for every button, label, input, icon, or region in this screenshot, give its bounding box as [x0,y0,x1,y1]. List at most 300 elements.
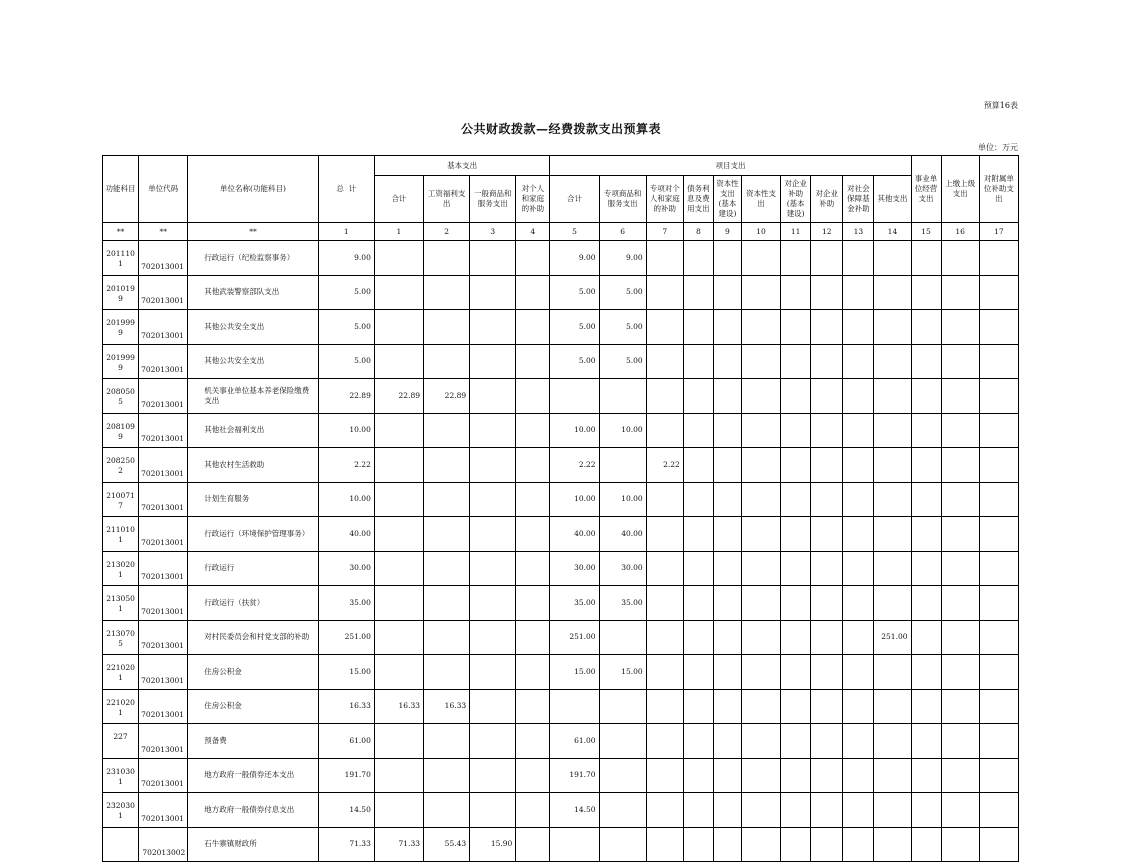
amount-cell [470,310,516,345]
amount-cell [470,517,516,552]
amount-cell [374,793,423,828]
header-index-cell: ** [188,223,318,241]
amount-cell [470,551,516,586]
header-project-sub: 资本性支出(基本建设) [713,176,741,223]
amount-cell [979,448,1018,483]
amount-cell [470,689,516,724]
unit-name-cell: 行政运行（环境保护管理事务） [188,517,318,552]
amount-cell [374,413,423,448]
amount-cell: 15.00 [550,655,599,690]
amount-cell [741,344,780,379]
amount-cell [424,517,470,552]
amount-cell [911,379,941,414]
func-subject-cell: 2082502 [103,448,139,483]
amount-cell [874,586,911,621]
header-project-sub: 对企业补助 [811,176,843,223]
amount-cell [683,482,713,517]
amount-cell [843,517,874,552]
amount-cell [941,344,979,379]
header-index-cell: 7 [646,223,683,241]
amount-cell [979,827,1018,862]
amount-cell [781,827,811,862]
table-row [103,758,1019,793]
amount-cell [713,655,741,690]
table-row [103,275,1019,310]
amount-cell: 251.00 [550,620,599,655]
amount-cell: 35.00 [318,586,374,621]
amount-cell [781,379,811,414]
amount-cell: 40.00 [318,517,374,552]
amount-cell [516,379,550,414]
unit-code-cell: 702013001 [139,344,188,379]
amount-cell [683,620,713,655]
amount-cell [911,620,941,655]
amount-cell [713,586,741,621]
amount-cell [911,413,941,448]
amount-cell: 2.22 [550,448,599,483]
unit-name-cell: 石牛寨镇财政所 [188,827,318,862]
amount-cell [874,793,911,828]
amount-cell [781,758,811,793]
unit-code-cell: 702013001 [139,413,188,448]
amount-cell [470,586,516,621]
amount-cell [713,689,741,724]
amount-cell [741,517,780,552]
header-index-cell: 13 [843,223,874,241]
amount-cell: 10.00 [599,482,646,517]
header-basic: 基本支出 [374,156,550,176]
table-row [103,413,1019,448]
header-basic-sub: 合计 [374,176,423,223]
header-basic-sub: 一般商品和服务支出 [470,176,516,223]
amount-cell [741,413,780,448]
amount-cell [781,724,811,759]
amount-cell: 2.22 [318,448,374,483]
amount-cell: 191.70 [318,758,374,793]
func-subject-cell: 2019999 [103,344,139,379]
amount-cell [646,758,683,793]
header-subordinate: 对附属单位补助支出 [979,156,1018,223]
amount-cell [424,758,470,793]
unit-code-cell: 702013001 [139,620,188,655]
amount-cell: 5.00 [599,344,646,379]
header-basic-sub: 工资福利支出 [424,176,470,223]
header-index-cell: 16 [941,223,979,241]
amount-cell [811,413,843,448]
unit-label: 单位：万元 [978,143,1018,152]
amount-cell [874,448,911,483]
amount-cell [979,620,1018,655]
amount-cell [979,379,1018,414]
header-index-cell: ** [139,223,188,241]
amount-cell: 191.70 [550,758,599,793]
func-subject-cell: 2320301 [103,793,139,828]
unit-name-cell: 住房公积金 [188,655,318,690]
unit-code-cell: 702013002 [139,827,188,862]
func-subject-cell: 2310301 [103,758,139,793]
amount-cell [424,586,470,621]
header-index-cell: 9 [713,223,741,241]
amount-cell [979,586,1018,621]
amount-cell [741,310,780,345]
amount-cell [683,586,713,621]
amount-cell [874,689,911,724]
amount-cell [516,517,550,552]
amount-cell: 15.90 [470,827,516,862]
unit-code-cell: 702013001 [139,724,188,759]
table-row [103,241,1019,276]
amount-cell [516,241,550,276]
amount-cell [941,241,979,276]
amount-cell [683,551,713,586]
header-index-cell: 15 [911,223,941,241]
amount-cell: 55.43 [424,827,470,862]
amount-cell: 61.00 [550,724,599,759]
amount-cell [911,793,941,828]
header-index-cell: ** [103,223,139,241]
amount-cell [811,689,843,724]
amount-cell [470,724,516,759]
amount-cell: 40.00 [599,517,646,552]
amount-cell: 5.00 [318,310,374,345]
amount-cell [979,275,1018,310]
amount-cell [516,689,550,724]
amount-cell [843,724,874,759]
amount-cell: 5.00 [599,310,646,345]
amount-cell [741,379,780,414]
amount-cell [599,793,646,828]
amount-cell [741,724,780,759]
amount-cell [424,620,470,655]
header-index-cell: 17 [979,223,1018,241]
table-row [103,827,1019,862]
amount-cell [911,724,941,759]
header-index-cell: 1 [374,223,423,241]
amount-cell [713,620,741,655]
unit-name-cell: 其他社会福利支出 [188,413,318,448]
amount-cell [811,241,843,276]
amount-cell [979,793,1018,828]
amount-cell [941,620,979,655]
amount-cell [516,310,550,345]
amount-cell [741,827,780,862]
amount-cell [683,758,713,793]
amount-cell [683,310,713,345]
unit-code-cell: 702013001 [139,448,188,483]
table-row [103,379,1019,414]
amount-cell [781,551,811,586]
header-index-cell: 1 [318,223,374,241]
amount-cell [781,448,811,483]
amount-cell [874,241,911,276]
unit-name-cell: 其他公共安全支出 [188,310,318,345]
amount-cell [874,758,911,793]
amount-cell [646,241,683,276]
amount-cell: 5.00 [550,310,599,345]
func-subject-cell: 2019999 [103,310,139,345]
amount-cell [911,827,941,862]
amount-cell [941,724,979,759]
unit-code-cell: 702013001 [139,275,188,310]
amount-cell [713,517,741,552]
amount-cell [741,241,780,276]
amount-cell [646,689,683,724]
header-index-cell: 4 [516,223,550,241]
header-index-cell: 11 [781,223,811,241]
amount-cell: 10.00 [599,413,646,448]
header-project-sub: 专项对个人和家庭的补助 [646,176,683,223]
amount-cell: 251.00 [874,620,911,655]
amount-cell [424,310,470,345]
amount-cell [741,793,780,828]
amount-cell [713,310,741,345]
amount-cell [741,758,780,793]
header-func-subject: 功能科目 [103,156,139,223]
amount-cell [683,793,713,828]
amount-cell [646,413,683,448]
func-subject-cell: 2130501 [103,586,139,621]
amount-cell [424,655,470,690]
amount-cell [646,620,683,655]
amount-cell [599,379,646,414]
header-total: 总 计 [318,156,374,223]
table-row [103,793,1019,828]
amount-cell [374,551,423,586]
amount-cell [941,758,979,793]
amount-cell: 9.00 [599,241,646,276]
amount-cell [843,655,874,690]
unit-code-cell: 702013001 [139,758,188,793]
amount-cell [941,379,979,414]
amount-cell [911,586,941,621]
unit-name-cell: 行政运行（扶贫） [188,586,318,621]
amount-cell [516,448,550,483]
func-subject-cell: 2081099 [103,413,139,448]
amount-cell [781,793,811,828]
amount-cell [646,827,683,862]
amount-cell: 22.89 [374,379,423,414]
amount-cell [550,689,599,724]
amount-cell [683,344,713,379]
unit-name-cell: 其他武装警察部队支出 [188,275,318,310]
amount-cell [516,482,550,517]
amount-cell: 35.00 [599,586,646,621]
amount-cell: 16.33 [318,689,374,724]
amount-cell [741,620,780,655]
amount-cell [781,413,811,448]
form-number: 预算16表 [983,101,1018,110]
amount-cell [911,689,941,724]
amount-cell [683,655,713,690]
amount-cell [374,310,423,345]
unit-code-cell: 702013001 [139,517,188,552]
unit-name-cell: 机关事业单位基本养老保险缴费支出 [188,379,318,414]
func-subject-cell: 2011101 [103,241,139,276]
header-project-sub: 资本性支出 [741,176,780,223]
amount-cell [911,655,941,690]
amount-cell: 14.50 [318,793,374,828]
func-subject-cell: 2210201 [103,655,139,690]
amount-cell [374,586,423,621]
amount-cell [979,517,1018,552]
amount-cell [911,551,941,586]
amount-cell [811,758,843,793]
amount-cell [470,275,516,310]
table-row [103,551,1019,586]
func-subject-cell: 2210201 [103,689,139,724]
amount-cell [683,241,713,276]
amount-cell [843,689,874,724]
unit-name-cell: 地方政府一般债券付息支出 [188,793,318,828]
amount-cell [941,413,979,448]
amount-cell [646,655,683,690]
amount-cell: 9.00 [550,241,599,276]
amount-cell [811,275,843,310]
amount-cell [516,275,550,310]
amount-cell [781,655,811,690]
amount-cell [874,827,911,862]
amount-cell [911,448,941,483]
amount-cell [424,275,470,310]
amount-cell [424,241,470,276]
amount-cell [713,379,741,414]
amount-cell [811,793,843,828]
budget-table [102,155,1019,862]
func-subject-cell: 227 [103,724,139,759]
amount-cell [713,275,741,310]
header-index-cell: 6 [599,223,646,241]
amount-cell [781,620,811,655]
header-unit-code: 单位代码 [139,156,188,223]
amount-cell [979,241,1018,276]
amount-cell [843,620,874,655]
header-project-sub: 债务利息及费用支出 [683,176,713,223]
amount-cell [470,413,516,448]
table-row [103,517,1019,552]
table-row [103,689,1019,724]
amount-cell [843,758,874,793]
amount-cell [516,344,550,379]
amount-cell [843,586,874,621]
amount-cell [979,344,1018,379]
amount-cell [470,620,516,655]
amount-cell [811,448,843,483]
amount-cell [646,310,683,345]
amount-cell [979,310,1018,345]
amount-cell [683,448,713,483]
amount-cell [781,275,811,310]
amount-cell: 10.00 [550,413,599,448]
amount-cell [941,448,979,483]
amount-cell [374,655,423,690]
amount-cell [979,724,1018,759]
amount-cell [424,413,470,448]
amount-cell [781,517,811,552]
amount-cell [424,551,470,586]
unit-name-cell: 其他农村生活救助 [188,448,318,483]
header-project: 项目支出 [550,156,911,176]
amount-cell [713,758,741,793]
amount-cell [713,448,741,483]
table-row [103,655,1019,690]
amount-cell [713,344,741,379]
amount-cell [374,482,423,517]
amount-cell [979,482,1018,517]
header-basic-sub: 对个人和家庭的补助 [516,176,550,223]
amount-cell [470,482,516,517]
amount-cell [683,517,713,552]
amount-cell [811,344,843,379]
amount-cell [843,379,874,414]
table-row [103,310,1019,345]
amount-cell [843,793,874,828]
amount-cell [781,344,811,379]
amount-cell [843,448,874,483]
amount-cell [781,241,811,276]
amount-cell [911,482,941,517]
header-index-cell: 2 [424,223,470,241]
amount-cell [741,586,780,621]
amount-cell [599,448,646,483]
header-index-cell: 10 [741,223,780,241]
amount-cell: 22.89 [424,379,470,414]
amount-cell [843,275,874,310]
unit-name-cell: 地方政府一般债券还本支出 [188,758,318,793]
amount-cell [874,344,911,379]
amount-cell [646,482,683,517]
amount-cell [941,689,979,724]
amount-cell [683,827,713,862]
amount-cell: 5.00 [550,275,599,310]
amount-cell: 251.00 [318,620,374,655]
amount-cell [374,517,423,552]
table-row [103,724,1019,759]
amount-cell [470,793,516,828]
amount-cell: 71.33 [318,827,374,862]
amount-cell [781,310,811,345]
amount-cell [979,413,1018,448]
amount-cell [374,448,423,483]
amount-cell [741,655,780,690]
amount-cell [470,379,516,414]
amount-cell [941,655,979,690]
amount-cell [646,551,683,586]
amount-cell: 30.00 [599,551,646,586]
amount-cell [874,724,911,759]
unit-code-cell: 702013001 [139,793,188,828]
amount-cell [374,758,423,793]
amount-cell [516,758,550,793]
amount-cell [911,344,941,379]
amount-cell [941,586,979,621]
amount-cell [874,310,911,345]
amount-cell [470,758,516,793]
amount-cell [874,655,911,690]
amount-cell [599,689,646,724]
amount-cell: 10.00 [318,482,374,517]
amount-cell [979,655,1018,690]
amount-cell [843,310,874,345]
amount-cell [713,551,741,586]
amount-cell [843,827,874,862]
amount-cell [941,275,979,310]
amount-cell [941,482,979,517]
unit-name-cell: 其他公共安全支出 [188,344,318,379]
amount-cell [843,413,874,448]
unit-name-cell: 预备费 [188,724,318,759]
amount-cell [516,827,550,862]
amount-cell [941,310,979,345]
